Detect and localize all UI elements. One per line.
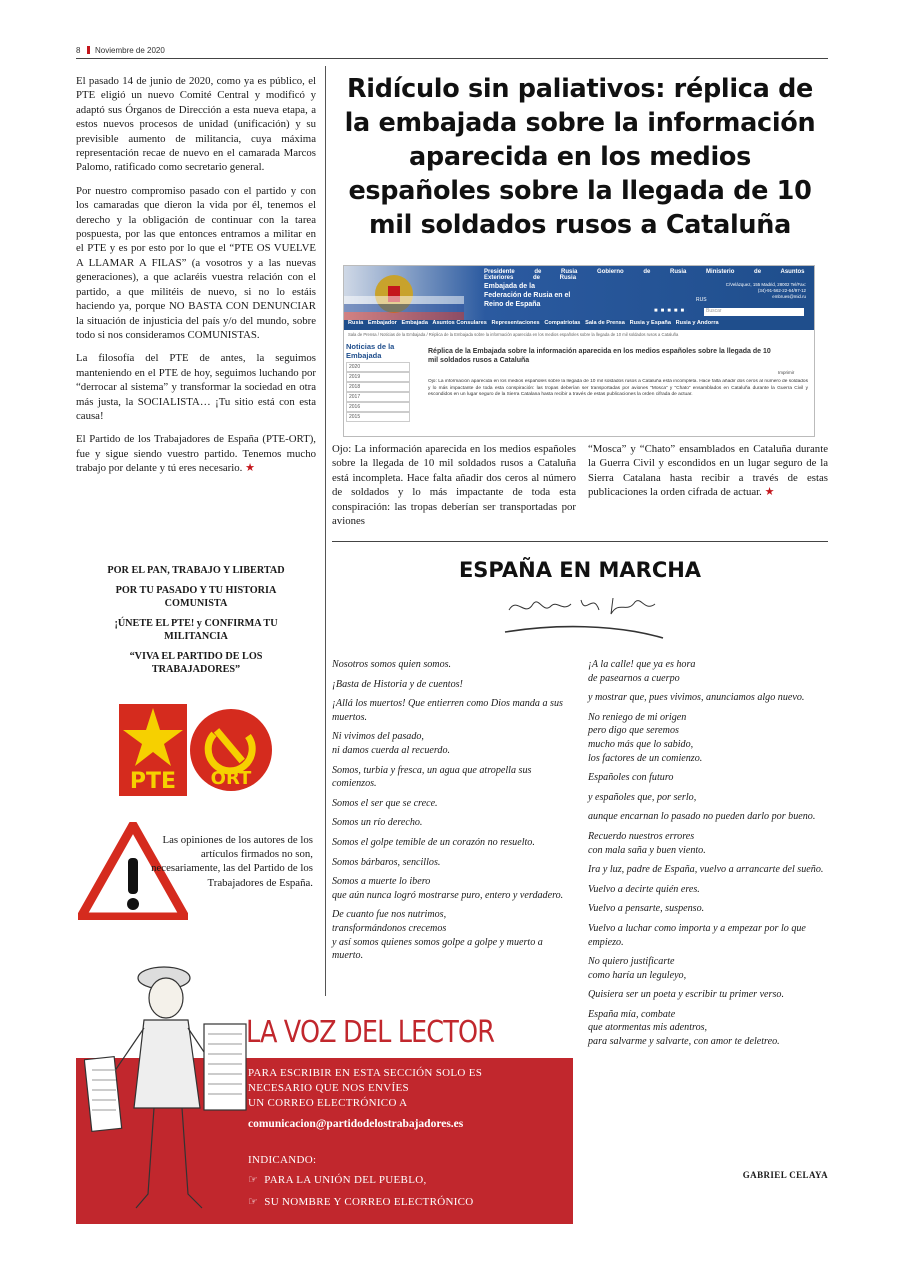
stanza: No quiero justificarte como haría un leguleyo,	[588, 956, 687, 981]
social-icons[interactable]: ■■■■■	[654, 308, 688, 314]
embassy-title: Embajada de la Federación de Rusia en el Reino de España	[484, 283, 571, 308]
stanza: Somos el golpe temible de un corazón no resuelto.	[332, 836, 535, 848]
stanza: Recuerdo nuestros errores con mala saña y buen viento.	[588, 830, 706, 856]
lector-item	[248, 1173, 427, 1186]
lector-indicando: INDICANDO:	[248, 1154, 317, 1166]
lang-switch[interactable]: RUS	[696, 297, 707, 303]
lector-email-link[interactable]: comunicacion@partidodelostrabajadores.es	[248, 1118, 464, 1130]
lector-item-text: SU NOMBRE Y CORREO ELECTRÓNICO	[264, 1196, 474, 1208]
issue-date: Noviembre de 2020	[95, 46, 165, 55]
stanza: Vuelvo a luchar como importa y a empezar por lo que empiezo.	[588, 922, 806, 948]
year-list	[346, 362, 410, 422]
stanza: Somos a muerte lo ibero que aún nunca logró mostrarse puro, entero y verdadero.	[332, 876, 564, 901]
stanza: Somos bárbaros, sencillos.	[332, 856, 441, 868]
column-divider	[325, 66, 326, 996]
paragraph-text: El Partido de los Trabajadores de España (PTE-ORT), fue y sigue siendo vuestro partido. Tenemos mucho trabajo por delante y tú eres necesario.	[76, 433, 316, 475]
main-menu	[344, 320, 815, 330]
stanza: No reniego de mi origen pero digo que seremos mucho más que lo sabido, los factores de un comienzo.	[588, 711, 703, 764]
year-link[interactable]: 2019	[346, 372, 410, 382]
stanza: aunque encarnan lo pasado no pueden darlo por bueno.	[588, 811, 816, 823]
paragraph: Ojo: La información aparecida en los medios españoles sobre la llegada de 10 mil soldados rusos a Cataluña está incompleta. Hace falta añadir dos ceros al número de soldados y lo más impactante de toda esta conspiración: las tropas deberían ser transportadas por aviones	[332, 443, 576, 528]
left-column-article	[76, 74, 316, 485]
flag-stripes	[344, 296, 464, 320]
signature-icon	[495, 588, 675, 648]
stanza: Ni vivimos del pasado, ni damos cuerda al recuerdo.	[332, 731, 451, 756]
slogan: ¡ÚNETE EL PTE! y CONFIRMA TU MILITANCIA	[114, 618, 278, 642]
year-link[interactable]: 2017	[346, 392, 410, 402]
ort-hammer-sickle-icon	[188, 704, 274, 796]
top-nav	[484, 269, 814, 281]
lector-title: LA VOZ DEL LECTOR	[246, 1015, 495, 1050]
pte-logo	[119, 704, 187, 796]
poem-col1	[332, 658, 572, 969]
menu-item[interactable]: Embajada	[401, 320, 428, 326]
stanza: ¡A la calle! que ya es hora de pasearnos a cuerpo	[588, 659, 696, 684]
poem-author: GABRIEL CELAYA	[742, 1170, 828, 1180]
article-body-col2	[588, 442, 828, 500]
disclaimer: Las opiniones de los autores de los artículos firmados no son, necesariamente, las del Partido de los Trabajadores de España.	[151, 834, 313, 889]
ort-logo-text: ORT	[210, 768, 252, 789]
year-link[interactable]: 2016	[346, 402, 410, 412]
sidebar-title: Noticias de la Embajada	[346, 342, 395, 360]
stanza: Españoles con futuro	[588, 772, 674, 784]
end-star-icon: ★	[764, 486, 775, 499]
paragraph: El pasado 14 de junio de 2020, como ya es público, el PTE eligió un nuevo Comité Central y modificó y adaptó sus Órganos de Dirección a esta nueva etapa, a estos nuevos procesos de unidad (unificación) y su previsible aumento de militancia, cuya máxima representación recae de nuevo en el camarada Marcos Palomo, ratificado como secretario general.	[76, 75, 316, 174]
stanza: Somos, turbia y fresca, un agua que atropella sus comienzos.	[332, 764, 532, 790]
paragraph	[76, 432, 316, 475]
nav-link[interactable]: Presidente de Rusia	[484, 269, 578, 275]
stanza: ¡Basta de Historia y de cuentos!	[332, 678, 463, 690]
ort-logo	[188, 704, 274, 796]
breadcrumb: Sala de Prensa / Noticias de la Embajada / Réplica de la Embajada sobre la información aparecida en los medios españoles sobre la llegada de 10 mil soldados rusos a Cataluña	[348, 332, 679, 337]
section-divider	[332, 541, 828, 542]
stanza: Vuelvo a decirte quién eres.	[588, 883, 700, 895]
lector-item-text: PARA LA UNIÓN DEL PUEBLO,	[264, 1174, 427, 1186]
menu-item[interactable]: Asuntos Consulares	[432, 320, 487, 326]
slogan: POR EL PAN, TRABAJO Y LIBERTAD	[107, 565, 285, 576]
stanza: De cuanto fue nos nutrimos, transformándonos crecemos y así somos quienes somos golpe a golpe y muerto a muerto.	[332, 909, 543, 962]
slogans	[86, 564, 306, 683]
stanza: Vuelvo a pensarte, suspenso.	[588, 903, 705, 915]
nav-link[interactable]: Ministerio de Asuntos Exteriores de Rusia	[484, 269, 805, 281]
stanza: Ira y luz, padre de España, vuelvo a arrancarte del sueño.	[588, 864, 824, 876]
site-sidebar	[346, 342, 410, 422]
stanza: España mía, combate que atormentas mis adentros, para salvarme y salvarte, con amor te deletreo.	[588, 1008, 780, 1048]
embassy-address: C/Velázquez, 155 Madrid, 28002 Tel/Fax: (34)-91-562-22-64/97-12 embrues@mid.ru	[725, 282, 806, 299]
embassy-website-screenshot	[343, 265, 815, 437]
site-banner	[344, 266, 814, 320]
paragraph: La filosofía del PTE de antes, la seguimos manteniendo en el PTE de hoy, seguimos luchando por “derrocar al sistema” y transformar la sociedad en otra más justa, la SOCIALISTA… ¡Tu sitio está con esta causa!	[76, 352, 316, 422]
stanza: y españoles que, por serlo,	[588, 791, 697, 803]
pte-logo-text: PTE	[129, 769, 177, 794]
pte-star-icon	[119, 704, 187, 796]
menu-item[interactable]: Rusia y Andorra	[675, 320, 719, 326]
menu-item[interactable]: Representaciones	[491, 320, 540, 326]
hand-pointer-icon: ☞	[248, 1196, 259, 1208]
site-article-body: Ojo: La información aparecida en los medios españoles sobre la llegada de 10 mil soldados rusos a Cataluña está incompleta. Hace falta añadir dos ceros al número de soldados y lo más impactante de toda esta conspiración: las tropas deberían ser transportadas por aviones “Mosca” y “Chato” ensamblados en Cataluña durante la Guerra Civil y escondidos en un lugar seguro de la Sierra Catalana hasta recibir a través de estas publicaciones la orden cifrada de actuar.	[428, 379, 808, 398]
search-input[interactable]: Buscar	[704, 308, 804, 316]
menu-item[interactable]: Rusia y España	[629, 320, 671, 326]
site-article-title: Réplica de la Embajada sobre la información aparecida en los medios españoles sobre la llegada de 10 mil soldados rusos a Cataluña	[428, 348, 771, 364]
stanza: Nosotros somos quien somos.	[332, 659, 452, 670]
year-link[interactable]: 2018	[346, 382, 410, 392]
lector-item	[248, 1195, 474, 1208]
lector-line: PARA ESCRIBIR EN ESTA SECCIÓN SOLO ES	[248, 1067, 483, 1079]
year-link[interactable]: 2020	[346, 362, 410, 372]
stanza: Quisiera ser un poeta y escribir tu primer verso.	[588, 989, 784, 1001]
paragraph	[588, 442, 828, 500]
menu-item[interactable]: Embajador	[367, 320, 397, 326]
stanza: Somos un río derecho.	[332, 817, 423, 829]
menu-item[interactable]: Rusia	[348, 320, 364, 326]
stanza: ¡Allá los muertos! Que entierren como Dios manda a sus muertos.	[332, 698, 563, 723]
slogan: POR TU PASADO Y TU HISTORIA COMUNISTA	[115, 585, 277, 609]
lector-line: UN CORREO ELECTRÓNICO A	[248, 1097, 408, 1109]
nav-link[interactable]: Gobierno de Rusia	[597, 269, 687, 275]
page-header	[76, 44, 828, 59]
year-link[interactable]: 2015	[346, 412, 410, 422]
paragraph-text: “Mosca” y “Chato” ensamblados en Cataluña durante la Guerra Civil y escondidos en un lugar seguro de la Sierra Catalana hasta recibir a través de estas publicaciones la orden cifrada de actuar.	[588, 443, 828, 499]
article-headline: Ridículo sin paliativos: réplica de la embajada sobre la información aparecida en los medios españoles sobre la llegada de 10 mil soldados rusos a Cataluña	[344, 74, 816, 240]
poem-col2	[588, 658, 830, 1055]
lector-instructions	[248, 1066, 482, 1111]
print-link[interactable]: Imprimir	[778, 370, 795, 375]
header-divider	[87, 46, 90, 54]
article-body-col1	[332, 442, 576, 528]
newspaper-boy-illustration	[84, 958, 254, 1226]
page-number: 8	[76, 46, 81, 55]
menu-item[interactable]: Compatriotas	[544, 320, 581, 326]
slogan: “VIVA EL PARTIDO DE LOS TRABAJADORES”	[129, 651, 263, 675]
lector-line: NECESARIO QUE NOS ENVÍES	[248, 1082, 409, 1094]
paragraph: Por nuestro compromiso pasado con el partido y con los camaradas que dieron la vida por él, tenemos el derecho y la obligación de continuar con la tarea pospuesta, por las que entonces entramos a militar en el PTE y es por esto por lo que el “PTE OS VUELVE A LLAMAR A FILAS” (a vosotros y a las nuevas generaciones), a que aclaréis vuestra relación con el partido, a que militéis de nuevo, si no lo estáis haciendo ya, porque NO BASTA CON DENUNCIAR la situación de injusticia del país y/o del mundo, sobre todo si nos consideramos COMUNISTAS.	[76, 184, 316, 341]
stanza: y mostrar que, pues vivimos, anunciamos algo nuevo.	[588, 692, 805, 704]
menu-item[interactable]: Sala de Prensa	[585, 320, 625, 326]
stanza: Somos el ser que se crece.	[332, 797, 438, 809]
end-star-icon: ★	[245, 462, 255, 475]
poem-title: ESPAÑA EN MARCHA	[458, 558, 702, 582]
hand-pointer-icon: ☞	[248, 1174, 259, 1186]
